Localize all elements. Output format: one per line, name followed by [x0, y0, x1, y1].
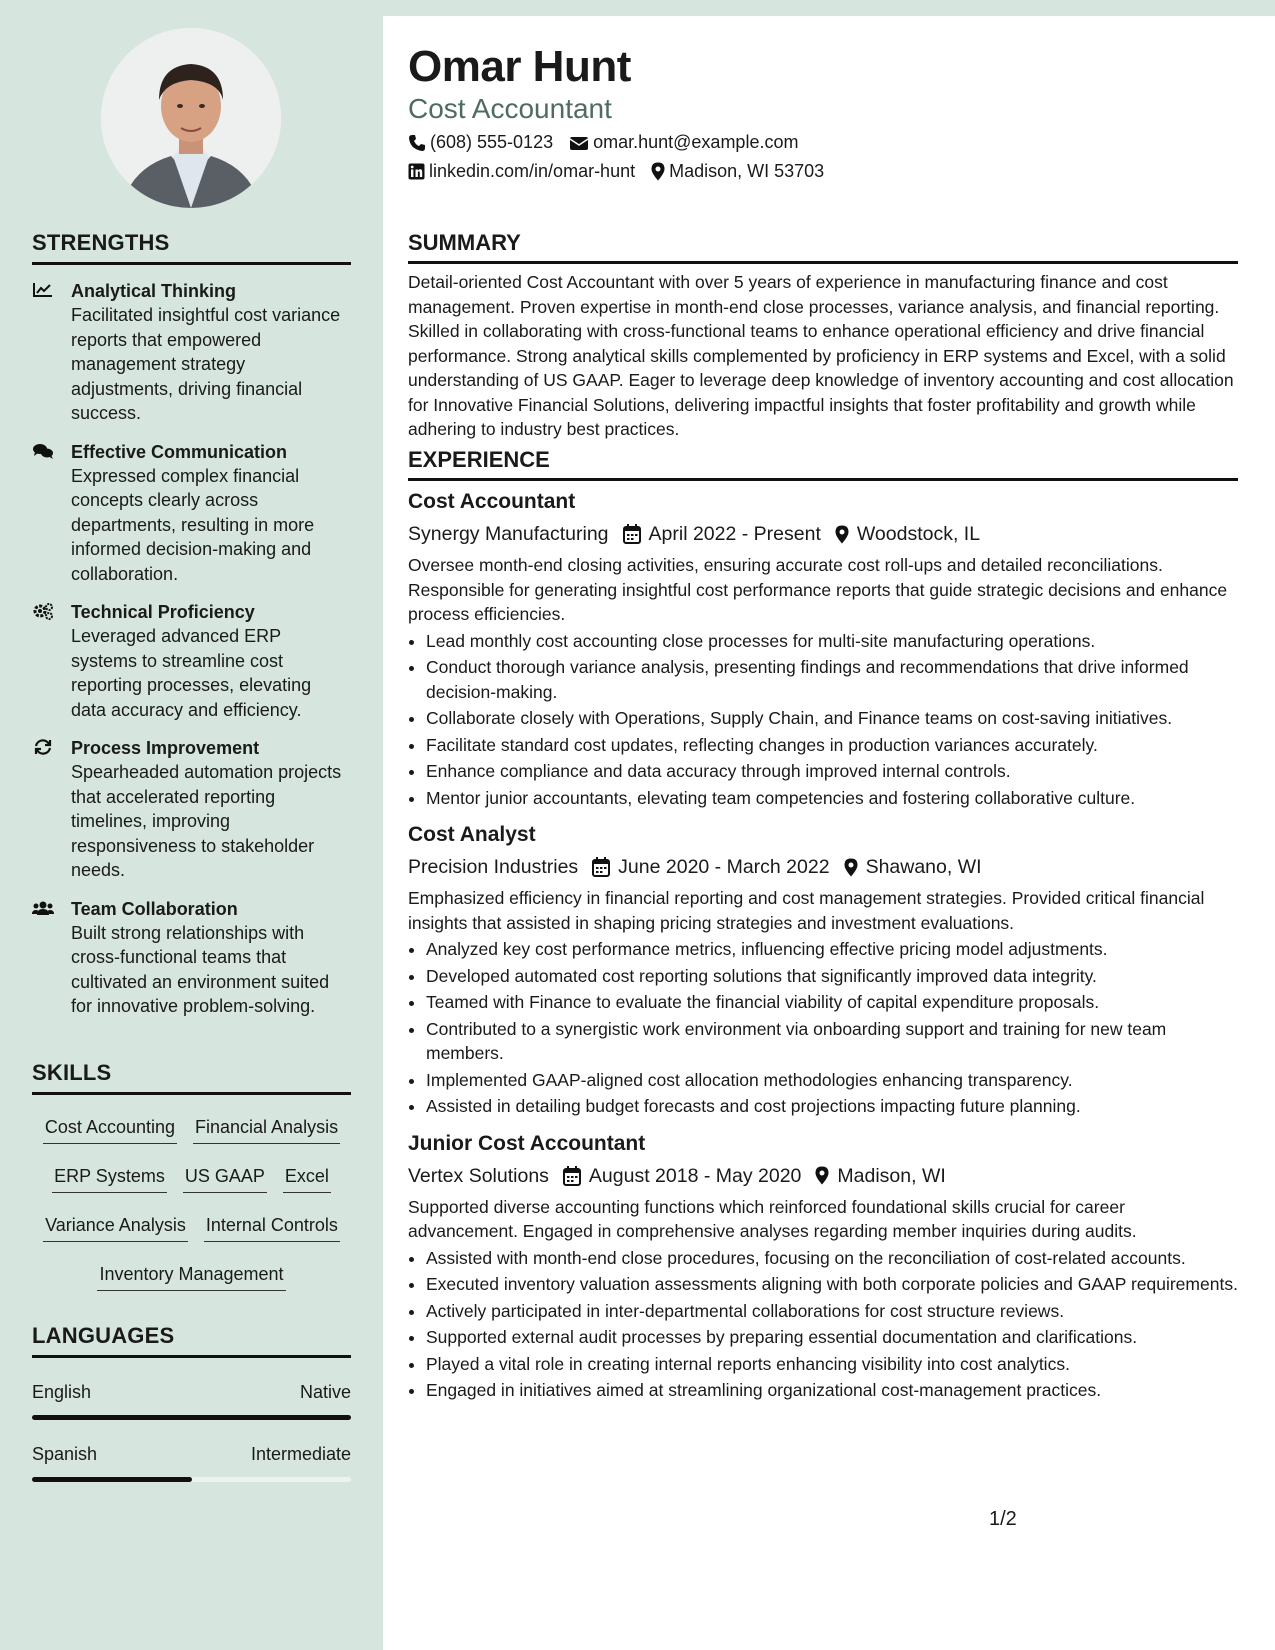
- calendar-icon: [563, 1166, 581, 1186]
- sync-icon: [32, 738, 54, 756]
- job-bullets: [408, 1246, 1238, 1403]
- contact-linkedin[interactable]: [408, 161, 635, 182]
- job-entry: [408, 822, 1238, 1119]
- language-name: English: [32, 1382, 92, 1402]
- job-bullet: • Collaborate closely with Operations, Supply Chain, and Finance teams on cost-saving initiatives.: [426, 706, 1238, 731]
- job-location-text: Woodstock, IL: [856, 523, 981, 545]
- job-bullet: • Assisted in detailing budget forecasts and cost projections impacting future planning.: [426, 1094, 1238, 1119]
- map-pin-icon: [815, 1166, 829, 1185]
- language-proficiency-fill: [32, 1477, 192, 1482]
- email-text: omar.hunt@example.com: [593, 132, 799, 152]
- job-company: Vertex Solutions: [408, 1164, 549, 1187]
- job-dates: [623, 521, 821, 547]
- job-bullet: • Implemented GAAP-aligned cost allocation methodologies enhancing transparency.: [426, 1068, 1238, 1093]
- job-bullet: • Contributed to a synergistic work environment via onboarding support and training for new team members.: [426, 1017, 1238, 1066]
- languages-heading: LANGUAGES: [32, 1323, 351, 1358]
- contact-phone[interactable]: [408, 132, 553, 153]
- language-proficiency-bar: [32, 1477, 351, 1482]
- experience-section: [408, 447, 1238, 1405]
- skill-tag: Inventory Management: [97, 1260, 285, 1291]
- job-company: Precision Industries: [408, 856, 579, 878]
- job-bullet: • Mentor junior accountants, elevating team competencies and fostering collaborative culture.: [426, 786, 1238, 811]
- strength-title: Analytical Thinking: [71, 281, 237, 301]
- job-bullet: • Facilitate standard cost updates, reflecting changes in production variances accurately.: [426, 733, 1238, 758]
- skill-tag: Internal Controls: [204, 1211, 340, 1242]
- job-title: Cost Analyst: [408, 823, 536, 846]
- map-pin-icon: [844, 858, 858, 877]
- skill-tag: Excel: [283, 1162, 331, 1193]
- phone-icon: [408, 134, 426, 152]
- job-entry: [408, 1131, 1238, 1403]
- job-bullet: • Conduct thorough variance analysis, presenting findings and recommendations that drive informed decision-making.: [426, 655, 1238, 704]
- users-icon: [32, 899, 54, 917]
- strength-title: Effective Communication: [71, 441, 288, 462]
- linkedin-icon: [408, 163, 425, 180]
- language-item: [32, 1382, 351, 1420]
- job-description: Emphasized efficiency in financial reporting and cost management strategies. Provided critical financial insights that assisted in shaping pricing strategies and investment evaluations.: [408, 888, 1205, 933]
- contact-location: [651, 161, 824, 182]
- job-bullet: • Supported external audit processes by preparing essential documentation and clarifications.: [426, 1325, 1238, 1350]
- skill-tag: US GAAP: [183, 1162, 267, 1193]
- strength-description: Leveraged advanced ERP systems to streamline cost reporting processes, elevating data accuracy and efficiency.: [71, 626, 312, 720]
- job-bullets: [408, 629, 1238, 811]
- summary-heading: SUMMARY: [408, 230, 1238, 264]
- strength-item: [32, 279, 351, 426]
- job-bullet: • Teamed with Finance to evaluate the financial viability of capital expenditure proposals.: [426, 990, 1238, 1015]
- calendar-icon: [623, 524, 641, 544]
- skill-tag: Variance Analysis: [43, 1211, 188, 1242]
- job-bullet: • Assisted with month-end close procedures, focusing on the reconciliation of cost-related accounts.: [426, 1246, 1238, 1271]
- language-item: [32, 1444, 351, 1482]
- strengths-heading: STRENGTHS: [32, 230, 351, 265]
- skills-list: [32, 1107, 351, 1303]
- phone-text: (608) 555-0123: [430, 132, 554, 152]
- job-location-text: Madison, WI: [837, 1164, 946, 1187]
- comments-icon: [32, 442, 54, 460]
- job-location-text: Shawano, WI: [865, 856, 982, 878]
- job-location: [844, 854, 982, 880]
- job-meta: [408, 521, 1238, 547]
- profile-photo-image: [101, 28, 281, 208]
- job-dates: [563, 1163, 801, 1189]
- resume-header: [408, 42, 840, 182]
- map-pin-icon: [835, 525, 849, 544]
- job-location: [835, 521, 980, 547]
- strength-item: [32, 897, 351, 1019]
- skills-heading: SKILLS: [32, 1060, 351, 1095]
- linkedin-text: linkedin.com/in/omar-hunt: [429, 161, 636, 181]
- strengths-section: [32, 230, 351, 1019]
- map-pin-icon: [651, 162, 665, 181]
- job-description: Oversee month-end closing activities, ensuring accurate cost roll-ups and detailed reconciliations. Responsible for generating insightful cost performance reports that guide strategic decisions and enhance process efficiencies.: [408, 555, 1228, 624]
- language-proficiency-fill: [32, 1415, 351, 1420]
- language-proficiency-bar: [32, 1415, 351, 1420]
- calendar-icon: [592, 857, 610, 877]
- job-meta: [408, 1163, 1238, 1189]
- contact-email[interactable]: [569, 132, 798, 153]
- strength-item: [32, 600, 351, 722]
- job-bullets: [408, 937, 1238, 1119]
- profile-photo: [101, 28, 281, 208]
- job-meta: [408, 854, 1238, 880]
- gears-icon: [32, 602, 54, 620]
- job-bullet: • Played a vital role in creating internal reports enhancing visibility into cost analytics.: [426, 1352, 1238, 1377]
- job-location: [815, 1163, 945, 1189]
- strength-description: Built strong relationships with cross-functional teams that cultivated an environment suited for innovative problem-solving.: [71, 922, 330, 1016]
- strength-title: Technical Proficiency: [71, 602, 255, 622]
- location-text: Madison, WI 53703: [669, 161, 825, 181]
- candidate-name: Omar Hunt: [408, 42, 631, 91]
- chart-line-icon: [32, 281, 54, 299]
- sidebar: [0, 0, 383, 1650]
- skill-tag: Financial Analysis: [193, 1113, 340, 1144]
- summary-text: Detail-oriented Cost Accountant with over 5 years of experience in manufacturing finance and cost management. Proven expertise in month-end close processes, variance analysis, and financial reporting. Skilled in collaborating with cross-functional teams to enhance operational efficiency and drive financial performance. Strong analytical skills complemented by proficiency in ERP systems and Excel, with a solid understanding of US GAAP. Eager to leverage deep knowledge of inventory accounting and cost allocation for Innovative Financial Solutions, delivering impactful insights that foster profitability and growth while adhering to industry best practices.: [408, 272, 1234, 439]
- experience-heading: EXPERIENCE: [408, 447, 1238, 481]
- strength-description: Spearheaded automation projects that accelerated reporting timelines, improving responsiveness to stakeholder needs.: [71, 762, 342, 880]
- job-title: Cost Accountant: [408, 490, 576, 513]
- strength-title: Team Collaboration: [71, 898, 238, 919]
- job-company: Synergy Manufacturing: [408, 523, 609, 545]
- job-bullet: • Lead monthly cost accounting close processes for multi-site manufacturing operations.: [426, 629, 1238, 654]
- job-bullet: • Analyzed key cost performance metrics, influencing effective pricing model adjustments.: [426, 937, 1238, 962]
- summary-section: [408, 230, 1238, 442]
- job-bullet: • Executed inventory valuation assessments aligning with both corporate policies and GAAP requirements.: [426, 1272, 1238, 1297]
- language-level: Native: [299, 1382, 351, 1402]
- page-number: 1/2: [989, 1508, 1017, 1530]
- language-name: Spanish: [32, 1444, 98, 1464]
- skill-tag: ERP Systems: [52, 1162, 167, 1193]
- job-bullet: • Engaged in initiatives aimed at streamlining organizational cost-management practices.: [426, 1378, 1238, 1403]
- skill-tag: Cost Accounting: [43, 1113, 177, 1144]
- strength-item: [32, 440, 351, 587]
- job-bullet: • Enhance compliance and data accuracy through improved internal controls.: [426, 759, 1238, 784]
- job-bullet: • Developed automated cost reporting solutions that significantly improved data integrity.: [426, 964, 1238, 989]
- job-dates-text: April 2022 - Present: [648, 523, 821, 545]
- strength-description: Facilitated insightful cost variance reports that empowered management strategy adjustments, driving financial success.: [71, 305, 341, 423]
- main-content: [383, 16, 1275, 1650]
- job-dates: [592, 854, 829, 880]
- strength-description: Expressed complex financial concepts clearly across departments, resulting in more informed decision-making and collaboration.: [71, 465, 315, 584]
- job-dates-text: June 2020 - March 2022: [618, 856, 830, 878]
- job-title: Junior Cost Accountant: [408, 1131, 646, 1155]
- envelope-icon: [569, 135, 589, 151]
- job-description: Supported diverse accounting functions which reinforced foundational skills crucial for career advancement. Engaged in comprehensive analyses regarding member inquiries during audits.: [408, 1196, 1137, 1241]
- language-level: Intermediate: [250, 1444, 351, 1464]
- languages-section: [32, 1323, 351, 1482]
- job-dates-text: August 2018 - May 2020: [588, 1164, 802, 1187]
- job-bullet: • Actively participated in inter-departmental collaborations for cost structure reviews.: [426, 1299, 1238, 1324]
- strength-item: [32, 736, 351, 883]
- job-entry: [408, 489, 1238, 810]
- skills-section: [32, 1060, 351, 1303]
- strength-title: Process Improvement: [71, 738, 260, 758]
- job-title-headline: Cost Accountant: [408, 93, 612, 124]
